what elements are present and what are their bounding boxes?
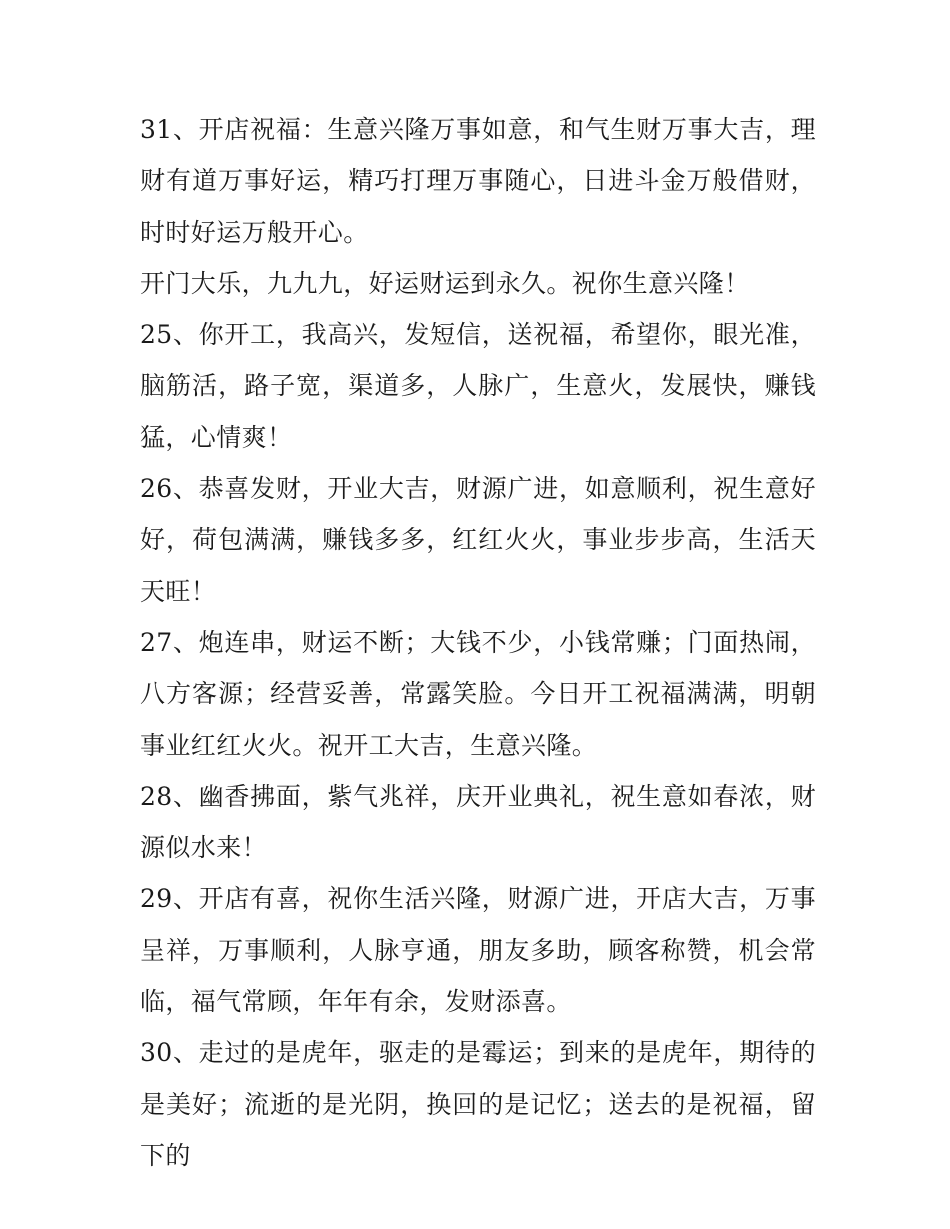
paragraph-26: 26、恭喜发财，开业大吉，财源广进，如意顺利，祝生意好好，荷包满满，赚钱多多，红红火火，事业步步高，生活天天旺！ [140,474,816,606]
paragraph-open-door: 开门大乐，九九九，好运财运到永久。祝你生意兴隆！ [140,268,750,298]
paragraph-29: 29、开店有喜，祝你生活兴隆，财源广进，开店大吉，万事呈祥，万事顺利，人脉亨通，朋友多助，顾客称赞，机会常临，福气常顾，年年有余，发财添喜。 [140,884,816,1017]
paragraph-30: 30、走过的是虎年，驱走的是霉运；到来的是虎年，期待的是美好；流逝的是光阴，换回的是记忆；送去的是祝福，留下的 [140,1038,816,1170]
paragraph-27: 27、炮连串，财运不断；大钱不少，小钱常赚；门面热闹，八方客源；经营妥善，常露笑脸。今日开工祝福满满，明朝事业红红火火。祝开工大吉，生意兴隆。 [140,627,816,760]
document-body [140,104,816,1181]
paragraph-28: 28、幽香拂面，紫气兆祥，庆开业典礼，祝生意如春浓，财源似水来！ [140,781,816,863]
paragraph-31: 31、开店祝福：生意兴隆万事如意，和气生财万事大吉，理财有道万事好运，精巧打理万事随心，日进斗金万般借财，时时好运万般开心。 [140,115,816,247]
paragraph-25: 25、你开工，我高兴，发短信，送祝福，希望你，眼光准，脑筋活，路子宽，渠道多，人脉广，生意火，发展快，赚钱猛，心情爽！ [140,320,816,452]
